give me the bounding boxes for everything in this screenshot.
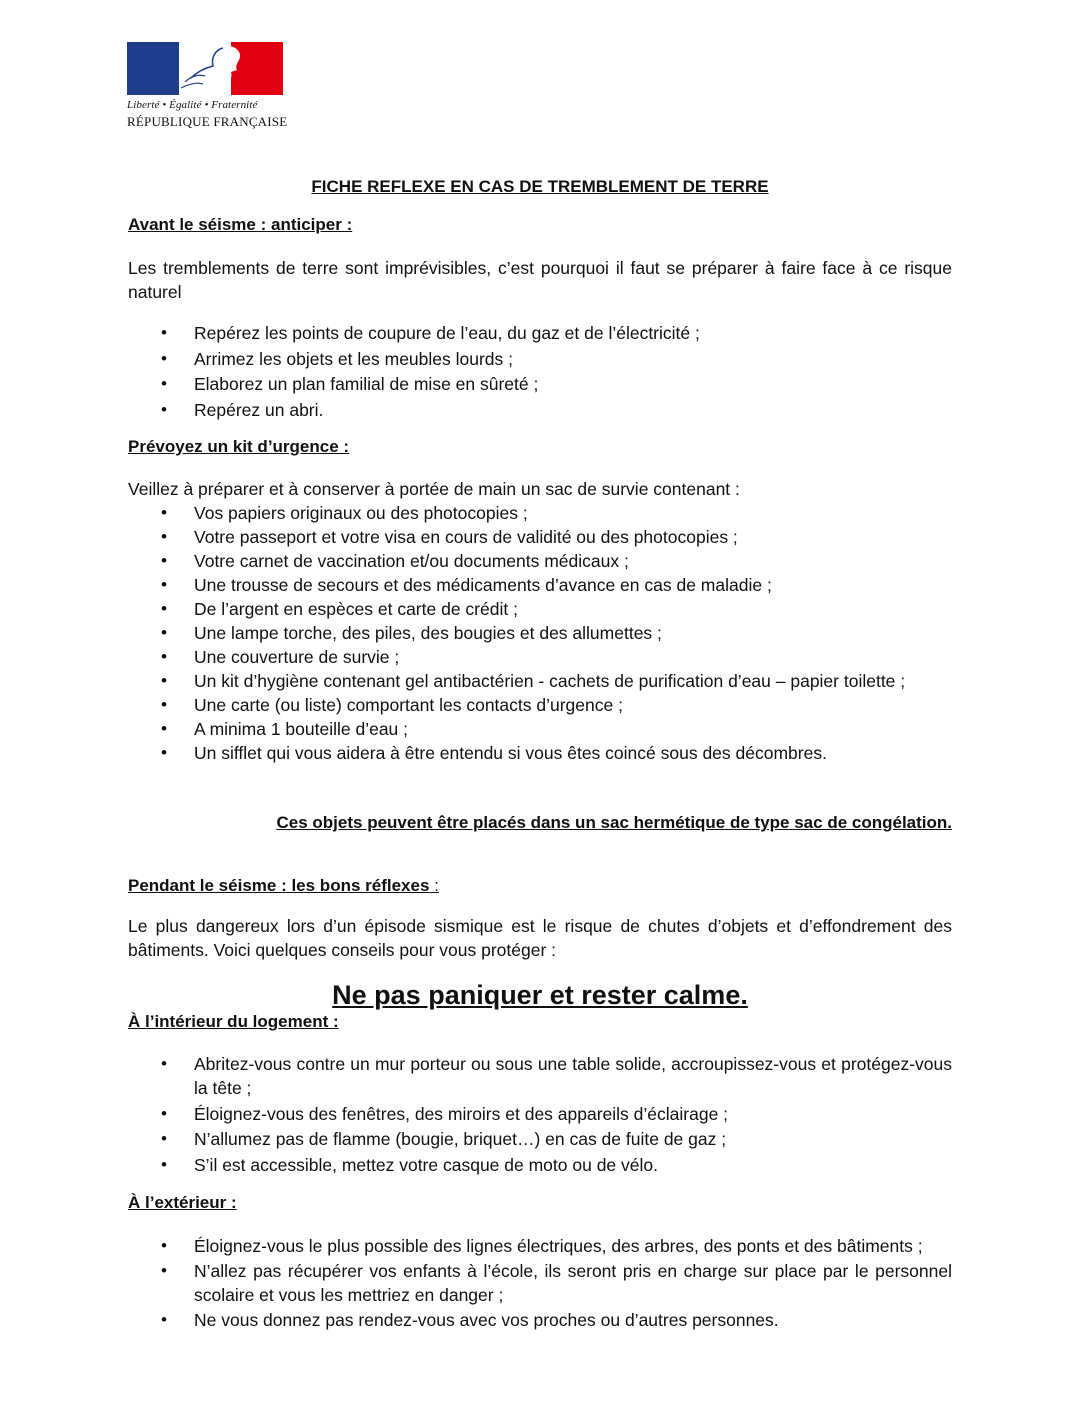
bullet-icon: • bbox=[161, 1310, 167, 1329]
list-item: • Un kit d’hygiène contenant gel antibactérien - cachets de purification d’eau – papier toilette ; bbox=[161, 671, 906, 691]
section-heading-before: Avant le séisme : anticiper : bbox=[128, 215, 353, 234]
bullet-icon: • bbox=[161, 374, 167, 393]
list-item: • Repérez un abri. bbox=[161, 399, 324, 420]
list-item: • Une carte (ou liste) comportant les contacts d’urgence ; bbox=[161, 695, 623, 715]
bullet-icon: • bbox=[161, 323, 167, 342]
bullet-icon: • bbox=[161, 671, 167, 690]
section-heading-outside: À l’extérieur : bbox=[128, 1193, 237, 1212]
bullet-icon: • bbox=[161, 1103, 167, 1123]
list-item: • Une lampe torche, des piles, des bougies et des allumettes ; bbox=[161, 623, 662, 643]
bullet-icon: • bbox=[161, 1154, 167, 1174]
list-item: • Abritez-vous contre un mur porteur ou sous une table solide, accroupissez-vous et protégez-vous la tête ; bbox=[161, 1054, 952, 1098]
list-item: • S’il est accessible, mettez votre casque de moto ou de vélo. bbox=[161, 1154, 658, 1175]
list-item: • Repérez les points de coupure de l’eau, du gaz et de l’électricité ; bbox=[161, 323, 700, 343]
list-item: • Vos papiers originaux ou des photocopies ; bbox=[161, 503, 528, 523]
kit-storage-note: Ces objets peuvent être placés dans un sac hermétique de type sac de congélation. bbox=[276, 813, 952, 832]
list-item: • N’allez pas récupérer vos enfants à l’école, ils seront pris en charge sur place par le personnel scolaire et vous les mettriez en danger ; bbox=[161, 1261, 952, 1305]
list-item: • Éloignez-vous le plus possible des lignes électriques, des arbres, des ponts et des bâtiments ; bbox=[161, 1236, 923, 1256]
section-heading-inside: À l’intérieur du logement : bbox=[128, 1012, 339, 1031]
bullet-icon: • bbox=[161, 1236, 167, 1255]
bullet-icon: • bbox=[161, 348, 167, 368]
list-item: • De l’argent en espèces et carte de crédit ; bbox=[161, 599, 518, 619]
list-item: • Une couverture de survie ; bbox=[161, 647, 400, 667]
bullet-icon: • bbox=[161, 1129, 167, 1148]
section-heading-kit: Prévoyez un kit d’urgence : bbox=[128, 437, 350, 456]
list-item: • Votre passeport et votre visa en cours de validité ou des photocopies ; bbox=[161, 527, 738, 547]
during-intro: Le plus dangereux lors d’un épisode sismique est le risque de chutes d’objets et d’effondrement des bâtiments. Voici quelques conseils pour vous protéger : bbox=[128, 916, 952, 960]
marianne-logo bbox=[127, 42, 288, 130]
list-item: • Éloignez-vous des fenêtres, des miroirs et des appareils d’éclairage ; bbox=[161, 1103, 729, 1124]
section-heading-during: Pendant le séisme : les bons réflexes : bbox=[128, 876, 439, 895]
bullet-icon: • bbox=[161, 623, 167, 642]
bullet-icon: • bbox=[161, 695, 167, 714]
kit-list bbox=[128, 501, 952, 765]
bullet-icon: • bbox=[161, 743, 167, 762]
inside-list bbox=[128, 1052, 952, 1177]
bullet-icon: • bbox=[161, 551, 167, 570]
before-intro: Les tremblements de terre sont imprévisibles, c’est pourquoi il faut se préparer à faire face à ce risque naturel bbox=[128, 258, 952, 302]
list-item: • Un sifflet qui vous aidera à être entendu si vous êtes coincé sous des décombres. bbox=[161, 743, 827, 763]
before-list bbox=[128, 321, 952, 422]
bullet-icon: • bbox=[161, 599, 167, 618]
list-item: • Une trousse de secours et des médicaments d’avance en cas de maladie ; bbox=[161, 575, 772, 595]
bullet-icon: • bbox=[161, 527, 167, 546]
republic-motto: Liberté • Égalité • Fraternité bbox=[127, 99, 258, 111]
kit-intro: Veillez à préparer et à conserver à portée de main un sac de survie contenant : bbox=[128, 479, 740, 499]
bullet-icon: • bbox=[161, 1261, 167, 1280]
republic-name: RÉPUBLIQUE FRANÇAISE bbox=[127, 114, 288, 129]
calm-slogan: Ne pas paniquer et rester calme. bbox=[332, 980, 748, 1010]
outside-list bbox=[128, 1234, 952, 1332]
list-item: • Votre carnet de vaccination et/ou documents médicaux ; bbox=[161, 551, 629, 571]
bullet-icon: • bbox=[161, 647, 167, 666]
bullet-icon: • bbox=[161, 719, 167, 738]
marianne-flag-icon bbox=[127, 42, 283, 95]
list-item: • Ne vous donnez pas rendez-vous avec vos proches ou d’autres personnes. bbox=[161, 1310, 779, 1330]
list-item: • Elaborez un plan familial de mise en sûreté ; bbox=[161, 374, 539, 394]
bullet-icon: • bbox=[161, 399, 167, 419]
list-item: • Arrimez les objets et les meubles lourds ; bbox=[161, 348, 514, 369]
bullet-icon: • bbox=[161, 1054, 167, 1073]
bullet-icon: • bbox=[161, 575, 167, 594]
bullet-icon: • bbox=[161, 503, 167, 522]
document-title: FICHE REFLEXE EN CAS DE TREMBLEMENT DE TERRE bbox=[311, 177, 769, 196]
list-item: • A minima 1 bouteille d’eau ; bbox=[161, 719, 409, 739]
list-item: • N’allumez pas de flamme (bougie, briquet…) en cas de fuite de gaz ; bbox=[161, 1129, 727, 1149]
